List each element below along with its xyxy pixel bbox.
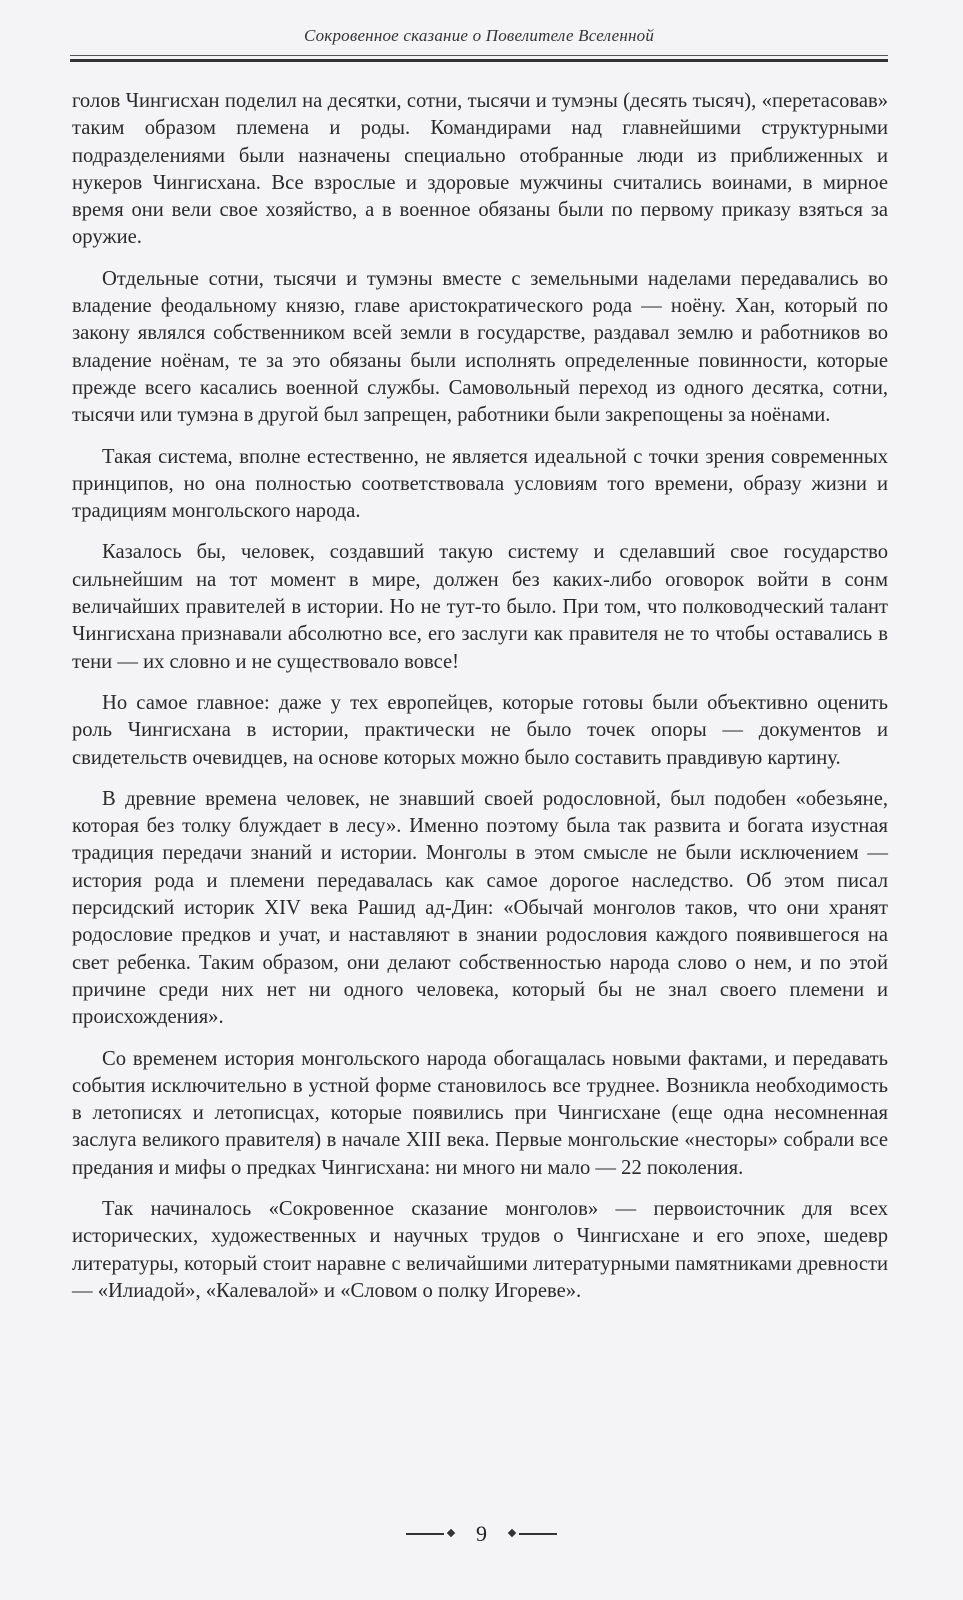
ornament-left-icon bbox=[406, 1529, 458, 1539]
paragraph-5: Но самое главное: даже у тех европейцев, которые готовы были объективно оценить роль Чингисхана в истории, практически не было точек опоры — документов и свидетельств очевидцев, на основе которых можно было составить правдивую картину. bbox=[72, 691, 888, 769]
body-text bbox=[72, 88, 888, 1319]
paragraph-1: голов Чингисхан поделил на десятки, сотни, тысячи и тумэны (десять тысяч), «перетасовав» таким образом племена и роды. Командирами над главнейшими структурными подразделениями были назначены специально отобранные люди из приближенных и нукеров Чингисхана. Все взрослые и здоровые мужчины считались воинами, в мирное время они вели свое хозяйство, а в военное обязаны были по первому приказу взяться за оружие. bbox=[72, 90, 888, 249]
header-rule-thin bbox=[70, 55, 888, 56]
paragraph-6: В древние времена человек, не знавший своей родословной, был подобен «обезьяне, которая без толку блуждает в лесу». Именно поэтому была так развита и богата изустная традиция передачи знаний и истории. Монголы в этом смысле не были исключением — история рода и племени передавалась как самое дорогое наследство. Об этом писал персидский историк XIV века Рашид ад-Дин: «Обычай монголов таков, что они хранят родословие предков и учат, и наставляют в знании родословия каждого появившегося на свет ребенка. Таким образом, они делают собственностью народа слово о нем, и по этой причине среди них нет ни одного человека, который бы не знал своего племени и происхождения». bbox=[72, 787, 888, 1029]
running-head-title: Сокровенное сказание о Повелителе Вселенной bbox=[303, 26, 655, 45]
paragraph-4: Казалось бы, человек, создавший такую систему и сделавший свое государство сильнейшим на тот момент в мире, должен без каких-либо оговорок войти в сонм величайших правителей в истории. Но не тут-то было. При том, что полководческий талант Чингисхана признавали абсолютно все, его заслуги как правителя не то чтобы оставались в тени — их словно и не существовало вовсе! bbox=[72, 541, 888, 673]
paragraph-3: Такая система, вполне естественно, не является идеальной с точки зрения современных принципов, но она полностью соответствовала условиям того времени, образу жизни и традициям монгольского народа. bbox=[72, 445, 888, 523]
header-rule-thick bbox=[70, 59, 888, 62]
paragraph-8: Так начиналось «Сокровенное сказание монголов» — первоисточник для всех исторических, художественных и научных трудов о Чингисхане и его эпохе, шедевр литературы, который стоит наравне с величайшими литературными памятниками древности — «Илиадой», «Калевалой» и «Словом о полку Игореве». bbox=[72, 1197, 888, 1302]
page-footer bbox=[0, 1522, 963, 1546]
paragraph-7: Со временем история монгольского народа обогащалась новыми фактами, и передавать события исключительно в устной форме становилось все труднее. Возникла необходимость в летописях и летописцах, которые появились при Чингисхане (еще одна несомненная заслуга великого правителя) в начале XIII века. Первые монгольские «несторы» собрали все предания и мифы о предках Чингисхана: ни много ни мало — 22 поколения. bbox=[72, 1047, 888, 1179]
page-number: 9 bbox=[476, 1521, 487, 1546]
ornament-right-icon bbox=[505, 1529, 557, 1539]
paragraph-2: Отдельные сотни, тысячи и тумэны вместе с земельными наделами передавались во владение феодальному князю, главе аристократического рода — ноёну. Хан, который по закону являлся собственником всей земли в государстве, раздавал землю и работников во владение ноёнам, те за это обязаны были исполнять определенные повинности, которые прежде всего касались военной службы. Самовольный переход из одного десятка, сотни, тысячи или тумэна в другой был запрещен, работники были закрепощены за ноёнами. bbox=[72, 267, 888, 427]
